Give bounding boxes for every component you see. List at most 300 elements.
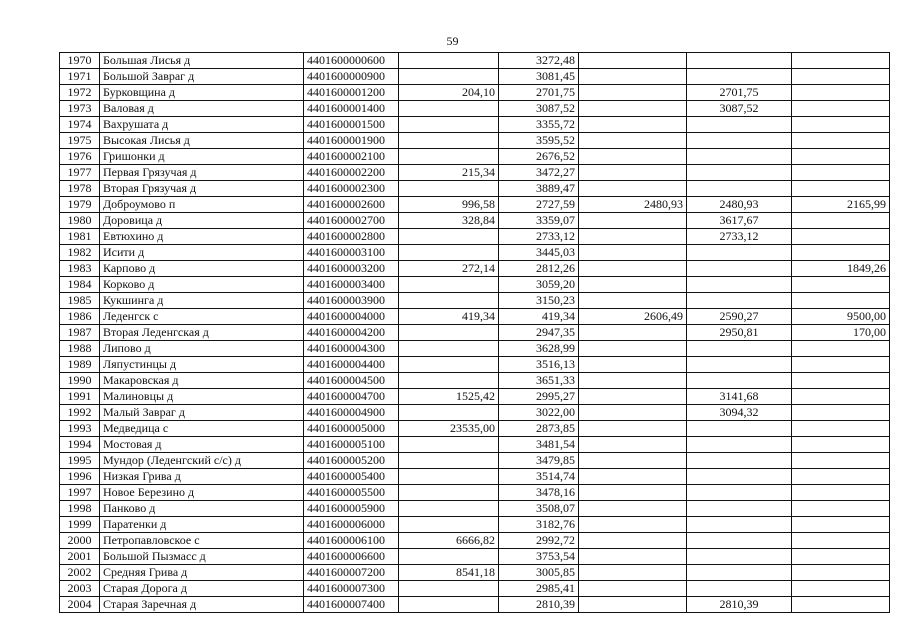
- value-col-3-cell: [579, 101, 687, 117]
- value-col-3-cell: [579, 437, 687, 453]
- value-col-5-cell: [792, 53, 890, 69]
- oktmo-code-cell: 4401600002800: [304, 229, 399, 245]
- value-col-5-cell: [792, 117, 890, 133]
- value-col-4-cell: [687, 453, 792, 469]
- table-body: [60, 53, 890, 613]
- value-col-2-cell: 2992,72: [499, 533, 579, 549]
- oktmo-code-cell: 4401600007400: [304, 597, 399, 613]
- row-number-cell: 1994: [60, 437, 100, 453]
- settlement-name-cell: Доброумово п: [100, 197, 304, 213]
- value-col-5-cell: [792, 69, 890, 85]
- row-number-cell: 1992: [60, 405, 100, 421]
- value-col-5-cell: 1849,26: [792, 261, 890, 277]
- row-number-cell: 1989: [60, 357, 100, 373]
- value-col-5-cell: [792, 453, 890, 469]
- value-col-3-cell: [579, 213, 687, 229]
- settlement-name-cell: Липово д: [100, 341, 304, 357]
- value-col-1-cell: [399, 69, 499, 85]
- table-row: [60, 277, 890, 293]
- value-col-5-cell: [792, 229, 890, 245]
- settlement-name-cell: Мундор (Леденгский с/с) д: [100, 453, 304, 469]
- settlement-name-cell: Карпово д: [100, 261, 304, 277]
- table-row: [60, 469, 890, 485]
- oktmo-code-cell: 4401600006100: [304, 533, 399, 549]
- value-col-4-cell: 3617,67: [687, 213, 792, 229]
- value-col-1-cell: [399, 229, 499, 245]
- table-row: [60, 357, 890, 373]
- table-row: [60, 373, 890, 389]
- value-col-1-cell: [399, 549, 499, 565]
- row-number-cell: 1980: [60, 213, 100, 229]
- value-col-3-cell: 2480,93: [579, 197, 687, 213]
- row-number-cell: 1987: [60, 325, 100, 341]
- table-row: [60, 389, 890, 405]
- settlement-name-cell: Евтюхино д: [100, 229, 304, 245]
- value-col-2-cell: 2733,12: [499, 229, 579, 245]
- row-number-cell: 1984: [60, 277, 100, 293]
- table-row: [60, 293, 890, 309]
- table-row: [60, 165, 890, 181]
- table-row: [60, 565, 890, 581]
- settlement-name-cell: Вахрушата д: [100, 117, 304, 133]
- settlement-name-cell: Низкая Грива д: [100, 469, 304, 485]
- settlement-name-cell: Малиновцы д: [100, 389, 304, 405]
- value-col-4-cell: [687, 485, 792, 501]
- value-col-4-cell: [687, 469, 792, 485]
- value-col-5-cell: [792, 101, 890, 117]
- value-col-2-cell: 2727,59: [499, 197, 579, 213]
- value-col-3-cell: [579, 453, 687, 469]
- value-col-5-cell: [792, 517, 890, 533]
- oktmo-code-cell: 4401600003200: [304, 261, 399, 277]
- oktmo-code-cell: 4401600004900: [304, 405, 399, 421]
- value-col-5-cell: [792, 133, 890, 149]
- settlement-name-cell: Первая Грязучая д: [100, 165, 304, 181]
- value-col-2-cell: 3753,54: [499, 549, 579, 565]
- value-col-3-cell: [579, 69, 687, 85]
- value-col-5-cell: [792, 293, 890, 309]
- row-number-cell: 1976: [60, 149, 100, 165]
- value-col-2-cell: 3445,03: [499, 245, 579, 261]
- value-col-2-cell: 3514,74: [499, 469, 579, 485]
- value-col-3-cell: [579, 469, 687, 485]
- value-col-4-cell: [687, 565, 792, 581]
- oktmo-code-cell: 4401600005400: [304, 469, 399, 485]
- value-col-1-cell: 23535,00: [399, 421, 499, 437]
- value-col-1-cell: 204,10: [399, 85, 499, 101]
- value-col-3-cell: [579, 325, 687, 341]
- settlement-name-cell: Корково д: [100, 277, 304, 293]
- value-col-4-cell: [687, 373, 792, 389]
- value-col-3-cell: [579, 501, 687, 517]
- value-col-1-cell: [399, 293, 499, 309]
- value-col-3-cell: [579, 293, 687, 309]
- value-col-1-cell: [399, 437, 499, 453]
- value-col-1-cell: [399, 117, 499, 133]
- value-col-3-cell: [579, 517, 687, 533]
- oktmo-code-cell: 4401600006600: [304, 549, 399, 565]
- value-col-3-cell: [579, 229, 687, 245]
- oktmo-code-cell: 4401600001900: [304, 133, 399, 149]
- value-col-3-cell: [579, 389, 687, 405]
- value-col-3-cell: [579, 357, 687, 373]
- table-row: [60, 597, 890, 613]
- value-col-4-cell: 3094,32: [687, 405, 792, 421]
- row-number-cell: 1988: [60, 341, 100, 357]
- settlement-name-cell: Доровица д: [100, 213, 304, 229]
- oktmo-code-cell: 4401600004200: [304, 325, 399, 341]
- row-number-cell: 2004: [60, 597, 100, 613]
- value-col-1-cell: [399, 325, 499, 341]
- value-col-4-cell: 3087,52: [687, 101, 792, 117]
- table-row: [60, 197, 890, 213]
- table-row: [60, 453, 890, 469]
- settlement-name-cell: Ляпустинцы д: [100, 357, 304, 373]
- table-row: [60, 501, 890, 517]
- row-number-cell: 1982: [60, 245, 100, 261]
- settlement-name-cell: Кукшинга д: [100, 293, 304, 309]
- value-col-3-cell: [579, 421, 687, 437]
- value-col-5-cell: [792, 165, 890, 181]
- value-col-2-cell: 3595,52: [499, 133, 579, 149]
- table-row: [60, 421, 890, 437]
- value-col-1-cell: [399, 133, 499, 149]
- value-col-1-cell: 328,84: [399, 213, 499, 229]
- value-col-2-cell: 3081,45: [499, 69, 579, 85]
- value-col-2-cell: 3150,23: [499, 293, 579, 309]
- value-col-4-cell: [687, 549, 792, 565]
- oktmo-code-cell: 4401600004300: [304, 341, 399, 357]
- row-number-cell: 1990: [60, 373, 100, 389]
- value-col-3-cell: [579, 565, 687, 581]
- row-number-cell: 1995: [60, 453, 100, 469]
- value-col-5-cell: [792, 581, 890, 597]
- value-col-2-cell: 2995,27: [499, 389, 579, 405]
- value-col-2-cell: 3508,07: [499, 501, 579, 517]
- value-col-4-cell: [687, 341, 792, 357]
- row-number-cell: 1971: [60, 69, 100, 85]
- settlement-name-cell: Новое Березино д: [100, 485, 304, 501]
- value-col-3-cell: [579, 181, 687, 197]
- value-col-2-cell: 3479,85: [499, 453, 579, 469]
- value-col-2-cell: 3516,13: [499, 357, 579, 373]
- table-row: [60, 101, 890, 117]
- oktmo-code-cell: 4401600004400: [304, 357, 399, 373]
- table-row: [60, 53, 890, 69]
- value-col-2-cell: 3182,76: [499, 517, 579, 533]
- value-col-4-cell: [687, 437, 792, 453]
- settlement-name-cell: Панково д: [100, 501, 304, 517]
- value-col-5-cell: [792, 485, 890, 501]
- value-col-3-cell: [579, 405, 687, 421]
- value-col-5-cell: [792, 597, 890, 613]
- value-col-5-cell: [792, 373, 890, 389]
- value-col-4-cell: [687, 69, 792, 85]
- value-col-3-cell: 2606,49: [579, 309, 687, 325]
- value-col-5-cell: [792, 245, 890, 261]
- value-col-2-cell: 3651,33: [499, 373, 579, 389]
- oktmo-code-cell: 4401600001500: [304, 117, 399, 133]
- table-row: [60, 549, 890, 565]
- value-col-5-cell: [792, 565, 890, 581]
- value-col-3-cell: [579, 245, 687, 261]
- value-col-2-cell: 2810,39: [499, 597, 579, 613]
- value-col-2-cell: 3628,99: [499, 341, 579, 357]
- row-number-cell: 1991: [60, 389, 100, 405]
- table-row: [60, 117, 890, 133]
- value-col-3-cell: [579, 485, 687, 501]
- row-number-cell: 1996: [60, 469, 100, 485]
- settlement-name-cell: Паратенки д: [100, 517, 304, 533]
- value-col-3-cell: [579, 133, 687, 149]
- table-row: [60, 517, 890, 533]
- value-col-4-cell: [687, 501, 792, 517]
- value-col-3-cell: [579, 149, 687, 165]
- value-col-5-cell: 170,00: [792, 325, 890, 341]
- value-col-1-cell: 272,14: [399, 261, 499, 277]
- value-col-5-cell: [792, 181, 890, 197]
- value-col-1-cell: [399, 485, 499, 501]
- row-number-cell: 1975: [60, 133, 100, 149]
- oktmo-code-cell: 4401600004500: [304, 373, 399, 389]
- value-col-2-cell: 2873,85: [499, 421, 579, 437]
- value-col-2-cell: 2701,75: [499, 85, 579, 101]
- value-col-1-cell: [399, 181, 499, 197]
- value-col-3-cell: [579, 165, 687, 181]
- row-number-cell: 1970: [60, 53, 100, 69]
- value-col-1-cell: 215,34: [399, 165, 499, 181]
- row-number-cell: 2000: [60, 533, 100, 549]
- oktmo-code-cell: 4401600002700: [304, 213, 399, 229]
- settlement-name-cell: Малый Завраг д: [100, 405, 304, 421]
- value-col-2-cell: 3355,72: [499, 117, 579, 133]
- oktmo-code-cell: 4401600004000: [304, 309, 399, 325]
- value-col-4-cell: [687, 357, 792, 373]
- oktmo-code-cell: 4401600002600: [304, 197, 399, 213]
- value-col-5-cell: [792, 277, 890, 293]
- oktmo-code-cell: 4401600002200: [304, 165, 399, 181]
- value-col-5-cell: 9500,00: [792, 309, 890, 325]
- value-col-4-cell: [687, 149, 792, 165]
- oktmo-code-cell: 4401600001400: [304, 101, 399, 117]
- value-col-2-cell: 3889,47: [499, 181, 579, 197]
- settlement-name-cell: Макаровская д: [100, 373, 304, 389]
- table-row: [60, 85, 890, 101]
- settlement-name-cell: Медведица с: [100, 421, 304, 437]
- settlement-name-cell: Гришонки д: [100, 149, 304, 165]
- value-col-5-cell: [792, 389, 890, 405]
- value-col-3-cell: [579, 373, 687, 389]
- oktmo-code-cell: 4401600004700: [304, 389, 399, 405]
- value-col-1-cell: [399, 101, 499, 117]
- value-col-1-cell: [399, 597, 499, 613]
- table-row: [60, 581, 890, 597]
- value-col-5-cell: [792, 469, 890, 485]
- table-row: [60, 405, 890, 421]
- value-col-4-cell: [687, 117, 792, 133]
- value-col-3-cell: [579, 277, 687, 293]
- value-col-2-cell: 3005,85: [499, 565, 579, 581]
- value-col-4-cell: 2590,27: [687, 309, 792, 325]
- table-row: [60, 149, 890, 165]
- value-col-5-cell: [792, 213, 890, 229]
- value-col-2-cell: 2812,26: [499, 261, 579, 277]
- settlement-name-cell: Большой Пызмасс д: [100, 549, 304, 565]
- value-col-1-cell: [399, 405, 499, 421]
- value-col-1-cell: [399, 469, 499, 485]
- oktmo-code-cell: 4401600000600: [304, 53, 399, 69]
- value-col-1-cell: [399, 517, 499, 533]
- row-number-cell: 1986: [60, 309, 100, 325]
- value-col-4-cell: [687, 293, 792, 309]
- oktmo-code-cell: 4401600005900: [304, 501, 399, 517]
- value-col-2-cell: 419,34: [499, 309, 579, 325]
- value-col-3-cell: [579, 581, 687, 597]
- row-number-cell: 1997: [60, 485, 100, 501]
- value-col-1-cell: 996,58: [399, 197, 499, 213]
- value-col-4-cell: [687, 261, 792, 277]
- value-col-5-cell: [792, 421, 890, 437]
- table-row: [60, 533, 890, 549]
- value-col-4-cell: [687, 421, 792, 437]
- value-col-3-cell: [579, 549, 687, 565]
- table-row: [60, 213, 890, 229]
- value-col-4-cell: 2701,75: [687, 85, 792, 101]
- oktmo-code-cell: 4401600000900: [304, 69, 399, 85]
- row-number-cell: 1978: [60, 181, 100, 197]
- value-col-4-cell: 2950,81: [687, 325, 792, 341]
- value-col-5-cell: [792, 357, 890, 373]
- row-number-cell: 1993: [60, 421, 100, 437]
- value-col-4-cell: 2810,39: [687, 597, 792, 613]
- settlement-name-cell: Мостовая д: [100, 437, 304, 453]
- table-row: [60, 309, 890, 325]
- table-row: [60, 437, 890, 453]
- value-col-4-cell: [687, 245, 792, 261]
- value-col-5-cell: [792, 85, 890, 101]
- value-col-3-cell: [579, 533, 687, 549]
- row-number-cell: 2001: [60, 549, 100, 565]
- value-col-2-cell: 3272,48: [499, 53, 579, 69]
- value-col-4-cell: [687, 533, 792, 549]
- value-col-5-cell: [792, 341, 890, 357]
- settlement-name-cell: Старая Дорога д: [100, 581, 304, 597]
- value-col-1-cell: [399, 373, 499, 389]
- oktmo-code-cell: 4401600005500: [304, 485, 399, 501]
- value-col-1-cell: 419,34: [399, 309, 499, 325]
- settlement-name-cell: Петропавловское с: [100, 533, 304, 549]
- value-col-2-cell: 3359,07: [499, 213, 579, 229]
- value-col-3-cell: [579, 117, 687, 133]
- row-number-cell: 1998: [60, 501, 100, 517]
- row-number-cell: 1974: [60, 117, 100, 133]
- table-row: [60, 325, 890, 341]
- value-col-1-cell: [399, 149, 499, 165]
- oktmo-code-cell: 4401600007300: [304, 581, 399, 597]
- settlement-name-cell: Бурковщина д: [100, 85, 304, 101]
- table-row: [60, 261, 890, 277]
- value-col-4-cell: [687, 277, 792, 293]
- settlement-name-cell: Вторая Леденгская д: [100, 325, 304, 341]
- row-number-cell: 1979: [60, 197, 100, 213]
- value-col-1-cell: 6666,82: [399, 533, 499, 549]
- value-col-2-cell: 3022,00: [499, 405, 579, 421]
- value-col-2-cell: 2985,41: [499, 581, 579, 597]
- row-number-cell: 1973: [60, 101, 100, 117]
- value-col-3-cell: [579, 341, 687, 357]
- table-row: [60, 341, 890, 357]
- value-col-2-cell: 3059,20: [499, 277, 579, 293]
- oktmo-code-cell: 4401600007200: [304, 565, 399, 581]
- value-col-1-cell: [399, 53, 499, 69]
- row-number-cell: 1983: [60, 261, 100, 277]
- settlement-name-cell: Высокая Лисья д: [100, 133, 304, 149]
- row-number-cell: 2002: [60, 565, 100, 581]
- row-number-cell: 1999: [60, 517, 100, 533]
- value-col-4-cell: [687, 53, 792, 69]
- settlement-name-cell: Валовая д: [100, 101, 304, 117]
- settlement-name-cell: Большой Завраг д: [100, 69, 304, 85]
- value-col-5-cell: [792, 501, 890, 517]
- table-row: [60, 69, 890, 85]
- row-number-cell: 1972: [60, 85, 100, 101]
- value-col-5-cell: [792, 149, 890, 165]
- value-col-4-cell: [687, 165, 792, 181]
- oktmo-code-cell: 4401600003100: [304, 245, 399, 261]
- row-number-cell: 1985: [60, 293, 100, 309]
- value-col-2-cell: 2676,52: [499, 149, 579, 165]
- value-col-1-cell: [399, 453, 499, 469]
- settlement-table: [59, 52, 890, 613]
- value-col-4-cell: [687, 517, 792, 533]
- oktmo-code-cell: 4401600002300: [304, 181, 399, 197]
- row-number-cell: 2003: [60, 581, 100, 597]
- settlement-name-cell: Старая Заречная д: [100, 597, 304, 613]
- value-col-2-cell: 3472,27: [499, 165, 579, 181]
- value-col-1-cell: [399, 357, 499, 373]
- value-col-2-cell: 3481,54: [499, 437, 579, 453]
- row-number-cell: 1981: [60, 229, 100, 245]
- oktmo-code-cell: 4401600005100: [304, 437, 399, 453]
- value-col-3-cell: [579, 85, 687, 101]
- row-number-cell: 1977: [60, 165, 100, 181]
- oktmo-code-cell: 4401600003400: [304, 277, 399, 293]
- value-col-1-cell: 8541,18: [399, 565, 499, 581]
- value-col-4-cell: 3141,68: [687, 389, 792, 405]
- value-col-1-cell: 1525,42: [399, 389, 499, 405]
- value-col-1-cell: [399, 581, 499, 597]
- table-row: [60, 133, 890, 149]
- table-row: [60, 229, 890, 245]
- table-row: [60, 485, 890, 501]
- settlement-name-cell: Вторая Грязучая д: [100, 181, 304, 197]
- value-col-1-cell: [399, 341, 499, 357]
- value-col-3-cell: [579, 53, 687, 69]
- settlement-name-cell: Средняя Грива д: [100, 565, 304, 581]
- table-row: [60, 245, 890, 261]
- value-col-2-cell: 3087,52: [499, 101, 579, 117]
- oktmo-code-cell: 4401600005000: [304, 421, 399, 437]
- table-row: [60, 181, 890, 197]
- value-col-4-cell: 2480,93: [687, 197, 792, 213]
- value-col-2-cell: 2947,35: [499, 325, 579, 341]
- settlement-name-cell: Леденгск с: [100, 309, 304, 325]
- value-col-1-cell: [399, 245, 499, 261]
- value-col-5-cell: 2165,99: [792, 197, 890, 213]
- page-number: 59: [446, 34, 459, 48]
- oktmo-code-cell: 4401600001200: [304, 85, 399, 101]
- value-col-4-cell: [687, 581, 792, 597]
